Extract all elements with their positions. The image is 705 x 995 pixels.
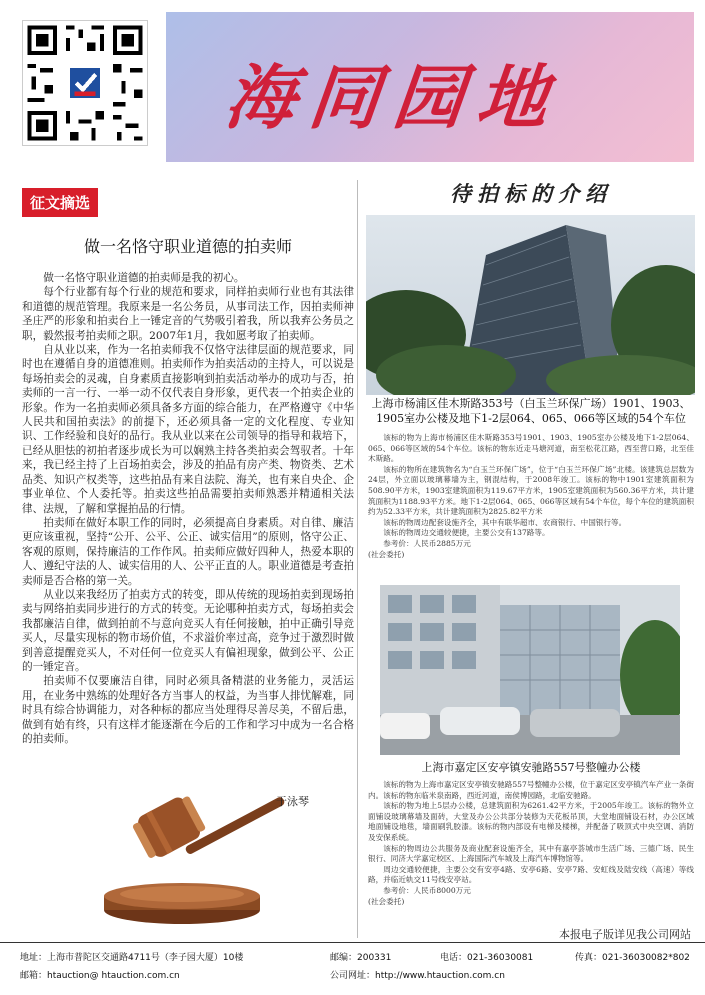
footer-phone: 电话：021-36030081	[440, 953, 534, 963]
footer-fax: 传真：021-36030082*802	[575, 953, 690, 963]
footer-website[interactable]: 公司网址：http://www.htauction.com.cn	[330, 971, 505, 981]
item2-paragraph: 该标的物为地上5层办公楼，总建筑面积为6261.42平方米，于2005年竣工。该标的物外立面铺设玻璃幕墙及面砖，大堂及办公公共部分装修为天花板吊顶，大堂地面铺设石材，办公区域地面铺设地毯，墙面刷乳胶漆。该标的物内部设有电梯及楼梯，并配备了吸顶式中央空调、消防及安保系统。	[368, 801, 694, 842]
office-building-photo-icon	[380, 585, 680, 755]
qr-code-icon	[22, 20, 148, 146]
footer-postcode: 邮编：200331	[330, 953, 392, 963]
article-title: 做一名恪守职业道德的拍卖师	[83, 237, 292, 256]
article-paragraph: 拍卖师在做好本职工作的同时，必须提高自身素质。对自律、廉洁更应该重视，坚持“公开、公平、公正、诚实信用”的原则，恪守公正、客观的原则，保持廉洁的工作作风。拍卖师应做好四种人，热爱本职的人、遵纪守法的人、诚实信用的人、公平正直的人。职业道德是考查拍卖师是否合格的第一关。	[22, 516, 354, 587]
item1-caption: 上海市杨浦区佳木斯路353号（白玉兰环保广场）1901、1903、1905室办公楼及地下1-2层064、065、066等区域的54个车位	[371, 397, 691, 425]
item2-paragraph: 该标的物为上海市嘉定区安亭镇安驰路557号整幢办公楼，位于嘉定区安亭镇汽车产业一条街内。该标的物东临米泉南路，西近河道，南侯博园路，北临安驰路。	[368, 780, 694, 800]
author-name: 于泳琴	[276, 795, 309, 808]
gavel-image-icon	[90, 760, 290, 930]
footer-email[interactable]: 邮箱：htauction@ htauction.com.cn	[20, 971, 180, 981]
item1-paragraph: 该标的物为上海市杨浦区佳木斯路353号1901、1903、1905室办公楼及地下1-2层064、065、066等区域的54个车位。该标的物东近走马塘河道，南至松花江路，西至营口路，北至佳木斯路。	[368, 433, 694, 464]
article-paragraph: 拍卖师不仅要廉洁自律，同时必须具备精湛的业务能力，灵活运用，在业务中熟练的处理好各方当事人的权益，为当事人排忧解难，同时具有综合协调能力，对各种标的都应当处理得尽善尽美，不留后患，做到有始有终，只有这样才能逐渐在今后的工作和学习中成为一名合格的拍卖师。	[22, 675, 354, 745]
item1-paragraph: 该标的物周边交通较便捷，主要公交有137路等。	[383, 528, 550, 538]
item1-source: (社会委托)	[368, 549, 405, 559]
section-tag: 征文摘选	[22, 188, 98, 217]
article-paragraph: 自从业以来，作为一名拍卖师我不仅恪守法律层面的规范要求，同时也在遵循自身的道德准则。拍卖师作为拍卖活动的主持人，可以说是每场拍卖会的灵魂，自身素质直接影响到拍卖活动举办的成功与否，拍卖师的一言一行、一举一动不仅代表自身形象，更代表一个拍卖企业的形象。作为一名拍卖师必须具备多方面的综合能力，在严格遵守《中华人民共和国拍卖法》的前提下，还必须具备一定的文化程度、专业知识、工作经验和良好的品行。我从业以来在公司领导的指导和栽培下，已经从胆怯的初拍者逐步成长为可以娴熟主持各类拍卖会驾驭者。十年来，我已经主持了上百场拍卖会，涉及的拍品有房产类、物资类、艺术品类、知识产权类等，这些拍品有来自法院、海关，也有来自央企、企事业单位、个人委托等。拍卖这些拍品需要拍卖师熟悉并精通相关法律、法规，了解和掌握拍品的行情。	[22, 344, 354, 515]
item1-price: 参考价：人民币2885万元	[383, 538, 471, 548]
article-left	[22, 230, 354, 746]
column-divider	[357, 180, 358, 938]
article-paragraph: 每个行业都有每个行业的规范和要求，同样拍卖师行业也有其法律和道德的规范管理。我原来是一名公务员，从事司法工作，因拍卖师神圣庄严的形象和拍卖台上一锤定音的气势吸引着我，所以我弃公务员之职，毅然报考拍卖师之职。2007年1月，我如愿考取了拍卖师。	[22, 286, 354, 342]
article-paragraph: 从业以来我经历了拍卖方式的转变，即从传统的现场拍卖到现场拍卖与网络拍卖同步进行的方式的转变。无论哪种拍卖方式，每场拍卖会我都廉洁自律，做到拍前不与意向竞买人有任何接触，拍中正确引导竞买人，尽量实现标的物市场价值，不求溢价率过高，竞争过于激烈时做到善意提醒竞买人，不对任何一位竞买人有偏袒现象，做到公平、公正的一锤定音。	[22, 588, 354, 673]
website-note: 本报电子版详见我公司网站	[559, 928, 691, 941]
item2-description	[368, 780, 694, 907]
item1-paragraph: 该标的物周边配套设施齐全，其中有联华超市、农商银行、中国银行等。	[383, 517, 627, 527]
item1-paragraph: 该标的物所在建筑物名为“白玉兰环保广场”，位于“白玉兰环保广场”北楼。该建筑总层数为24层，外立面以玻璃幕墙为主，钢混结构，于2008年竣工。该标的物中1901室建筑面积为508.90平方米，1903室建筑面积为119.67平方米，1905室建筑面积为560.36平方米，共计建筑面积为1188.93平方米。地下1-2层064、065、066等区域有54个车位，每个车位的建筑面积约为52.33平方米，共计建筑面积为2825.82平方米	[368, 464, 694, 517]
item2-source: (社会委托)	[368, 896, 405, 906]
section-heading	[366, 178, 696, 208]
item2-paragraph: 该标的物周边公共服务及商业配套设施齐全，其中有嘉亭荟城市生活广场、三德广场、民生银行、同济大学嘉定校区、上海国际汽车城及上海汽车博物馆等。	[368, 843, 694, 864]
right-section-title: 待拍标的介绍	[450, 181, 612, 206]
building-photo-icon	[366, 215, 695, 395]
article-paragraph: 做一名恪守职业道德的拍卖师是我的初心。	[43, 272, 245, 284]
footer-address: 地址：上海市普陀区交通路4711号（李子园大厦）10楼	[20, 953, 244, 963]
title-banner	[166, 12, 694, 162]
footer-divider	[0, 942, 705, 943]
item1-description	[368, 433, 694, 560]
item2-price: 参考价：人民币8000万元	[383, 885, 471, 895]
masthead	[0, 0, 705, 165]
item2-caption: 上海市嘉定区安亭镇安驰路557号整幢办公楼	[421, 761, 641, 774]
publication-title: 海同园地	[221, 56, 566, 139]
item2-paragraph: 周边交通较便捷，主要公交有安亭4路、安亭6路、安亭7路、安虹线及陆安线（高速）等线路，并临近轨交11号线安亭站。	[368, 864, 694, 885]
